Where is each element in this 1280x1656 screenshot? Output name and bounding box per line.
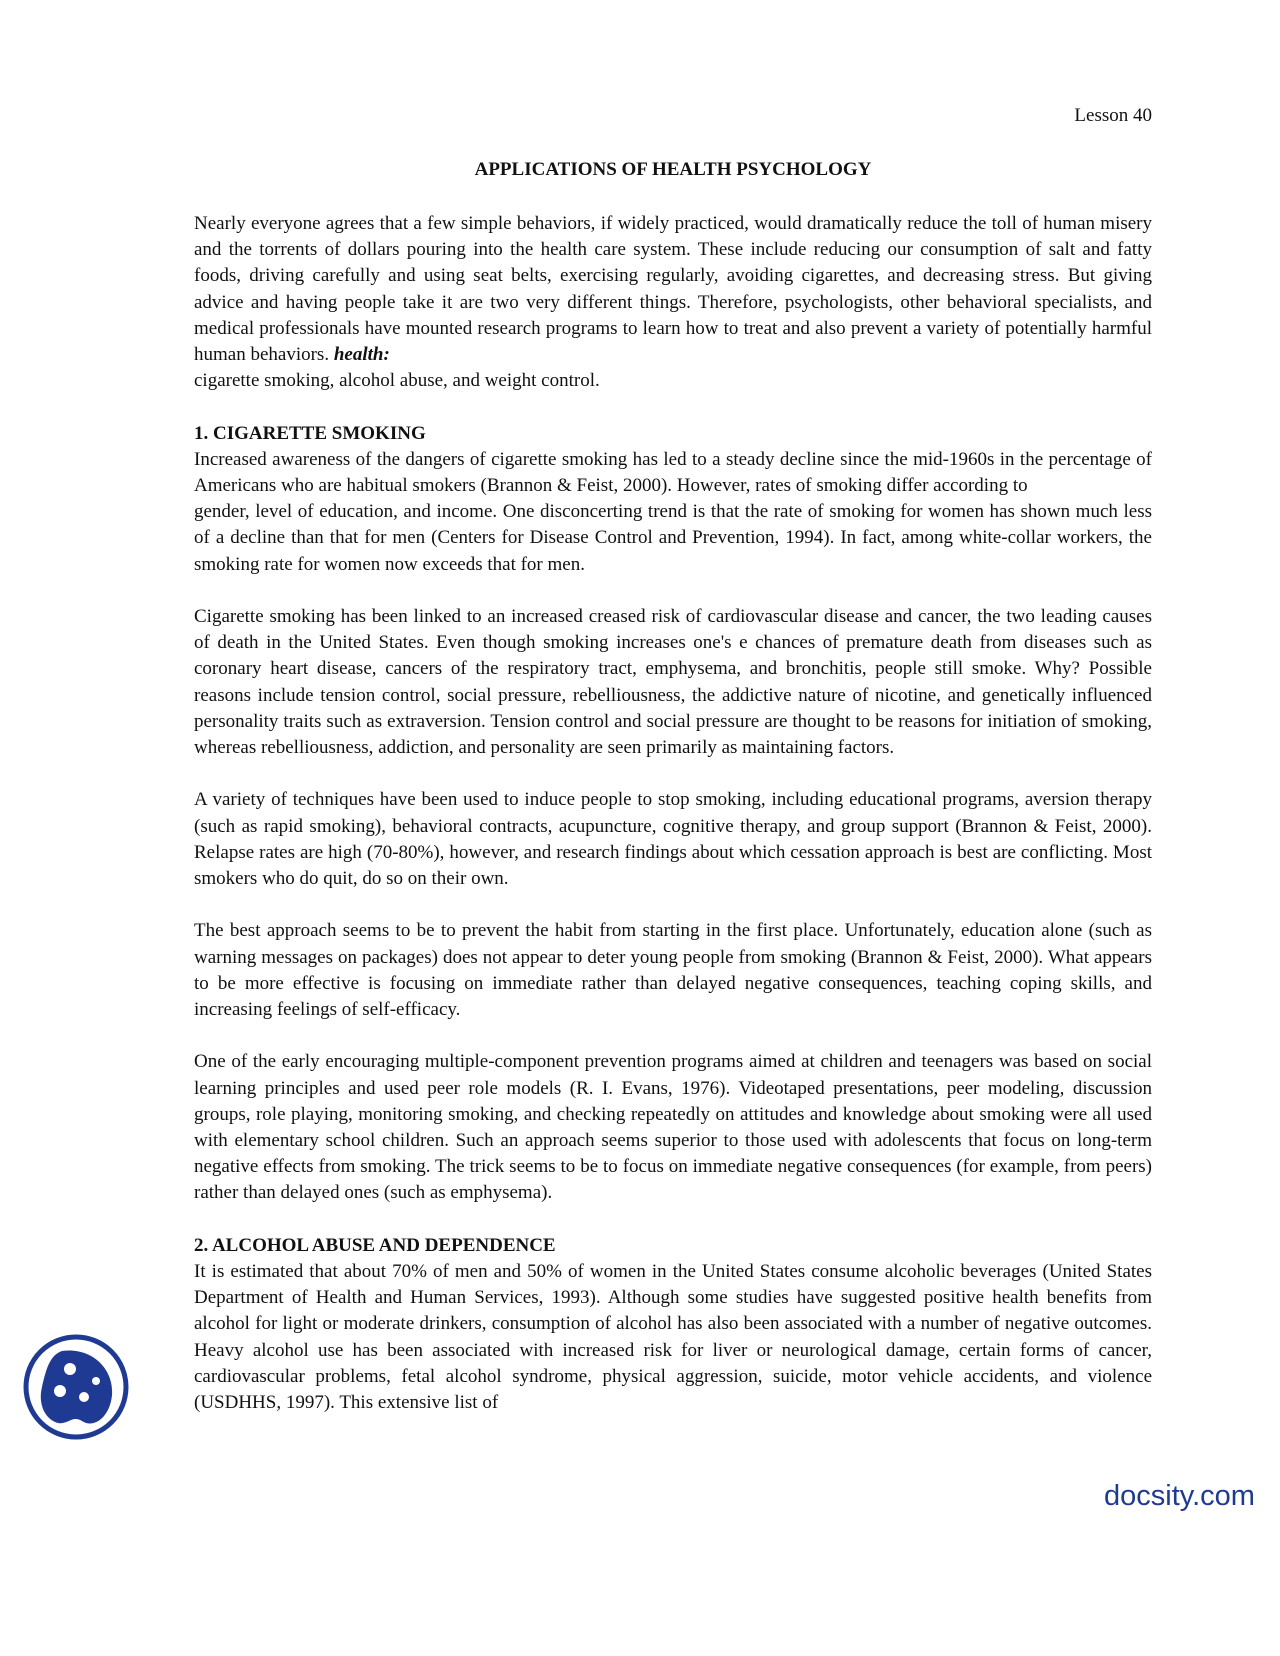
docsity-logo-icon [22, 1333, 130, 1441]
section-heading-smoking: 1. CIGARETTE SMOKING [194, 422, 426, 444]
alcohol-paragraph-1: It is estimated that about 70% of men and 50% of women in the United States consume alcoholic beverages (United States Department of Health and Human Services, 1993). Although some studies have suggested positive health benefits from alcohol for light or moderate drinkers, consumption of alcohol has also been associated with a number of negative outcomes. Heavy alcohol use has been associated with increased risk for liver or neurological damage, certain forms of cancer, cardiovascular problems, fetal alcohol syndrome, physical aggression, suicide, motor vehicle accidents, and violence (USDHHS, 1997). This extensive list of [194, 1261, 1152, 1414]
lesson-number: Lesson 40 [1074, 105, 1152, 126]
logo-graphic [22, 1333, 130, 1441]
intro-text: Nearly everyone agrees that a few simple behaviors, if widely practiced, would dramatically reduce the toll of human misery and the torrents of dollars pouring into the health care system. These include reducing our consumption of salt and fatty foods, driving carefully and using seat belts, exercising regularly, avoiding cigarettes, and decreasing stress. But giving advice and having people take it are two very different things. Therefore, psychologists, other behavioral specialists, and medical professionals have mounted research programs to learn how to treat and also prevent a variety of potentially harmful human behaviors. [194, 213, 1152, 366]
smoking-paragraph-1b: gender, level of education, and income. One disconcerting trend is that the rate of smoking for women has shown much less of a decline than that for men (Centers for Disease Control and Prevention, 1994). In fact, among white-collar workers, the smoking rate for women now exceeds that for men. [194, 501, 1152, 575]
intro-emphasis: health: [333, 344, 390, 366]
docsity-watermark: docsity.com [1104, 1480, 1255, 1512]
intro-paragraph [194, 211, 1152, 394]
smoking-paragraph-4: The best approach seems to be to prevent the habit from starting in the first place. Unfortunately, education alone (such as warning messages on packages) does not appear to deter young people from smoking (Brannon & Feist, 2000). What appears to be more effective is focusing on immediate rather than delayed negative consequences, teaching coping skills, and increasing feelings of self-efficacy. [194, 920, 1152, 1021]
section-heading-alcohol: 2. ALCOHOL ABUSE AND DEPENDENCE [194, 1234, 556, 1256]
smoking-paragraph-3: A variety of techniques have been used to induce people to stop smoking, including educational programs, aversion therapy (such as rapid smoking), behavioral contracts, acupuncture, cognitive therapy, and group support (Brannon & Feist, 2000). Relapse rates are high (70-80%), however, and research findings about which cessation approach is best are conflicting. Most smokers who do quit, do so on their own. [194, 789, 1152, 890]
page-title: APPLICATIONS OF HEALTH PSYCHOLOGY [474, 159, 872, 180]
document-body [194, 211, 1152, 1416]
smoking-paragraph-5: One of the early encouraging multiple-component prevention programs aimed at children and teenagers was based on social learning principles and used peer role models (R. I. Evans, 1976). Videotaped presentations, peer modeling, discussion groups, role playing, monitoring smoking, and checking repeatedly on attitudes and knowledge about smoking were all used with elementary school children. Such an approach seems superior to those used with adolescents that focus on long-term negative effects from smoking. The trick seems to be to focus on immediate negative consequences (for example, from peers) rather than delayed ones (such as emphysema). [194, 1051, 1152, 1204]
smoking-paragraph-2: Cigarette smoking has been linked to an increased creased risk of cardiovascular disease and cancer, the two leading causes of death in the United States. Even though smoking increases one's e chances of premature death from diseases such as coronary heart disease, cancers of the respiratory tract, emphysema, and bronchitis, people still smoke. Why? Possible reasons include tension control, social pressure, rebelliousness, the addictive nature of nicotine, and genetically influenced personality traits such as extraversion. Tension control and social pressure are thought to be reasons for initiation of smoking, whereas rebelliousness, addiction, and personality are seen primarily as maintaining factors. [194, 606, 1152, 759]
smoking-paragraph-1a: Increased awareness of the dangers of cigarette smoking has led to a steady decline since the mid-1960s in the percentage of Americans who are habitual smokers (Brannon & Feist, 2000). However, rates of smoking differ according to [194, 448, 1152, 497]
intro-tail: cigarette smoking, alcohol abuse, and weight control. [194, 370, 600, 392]
